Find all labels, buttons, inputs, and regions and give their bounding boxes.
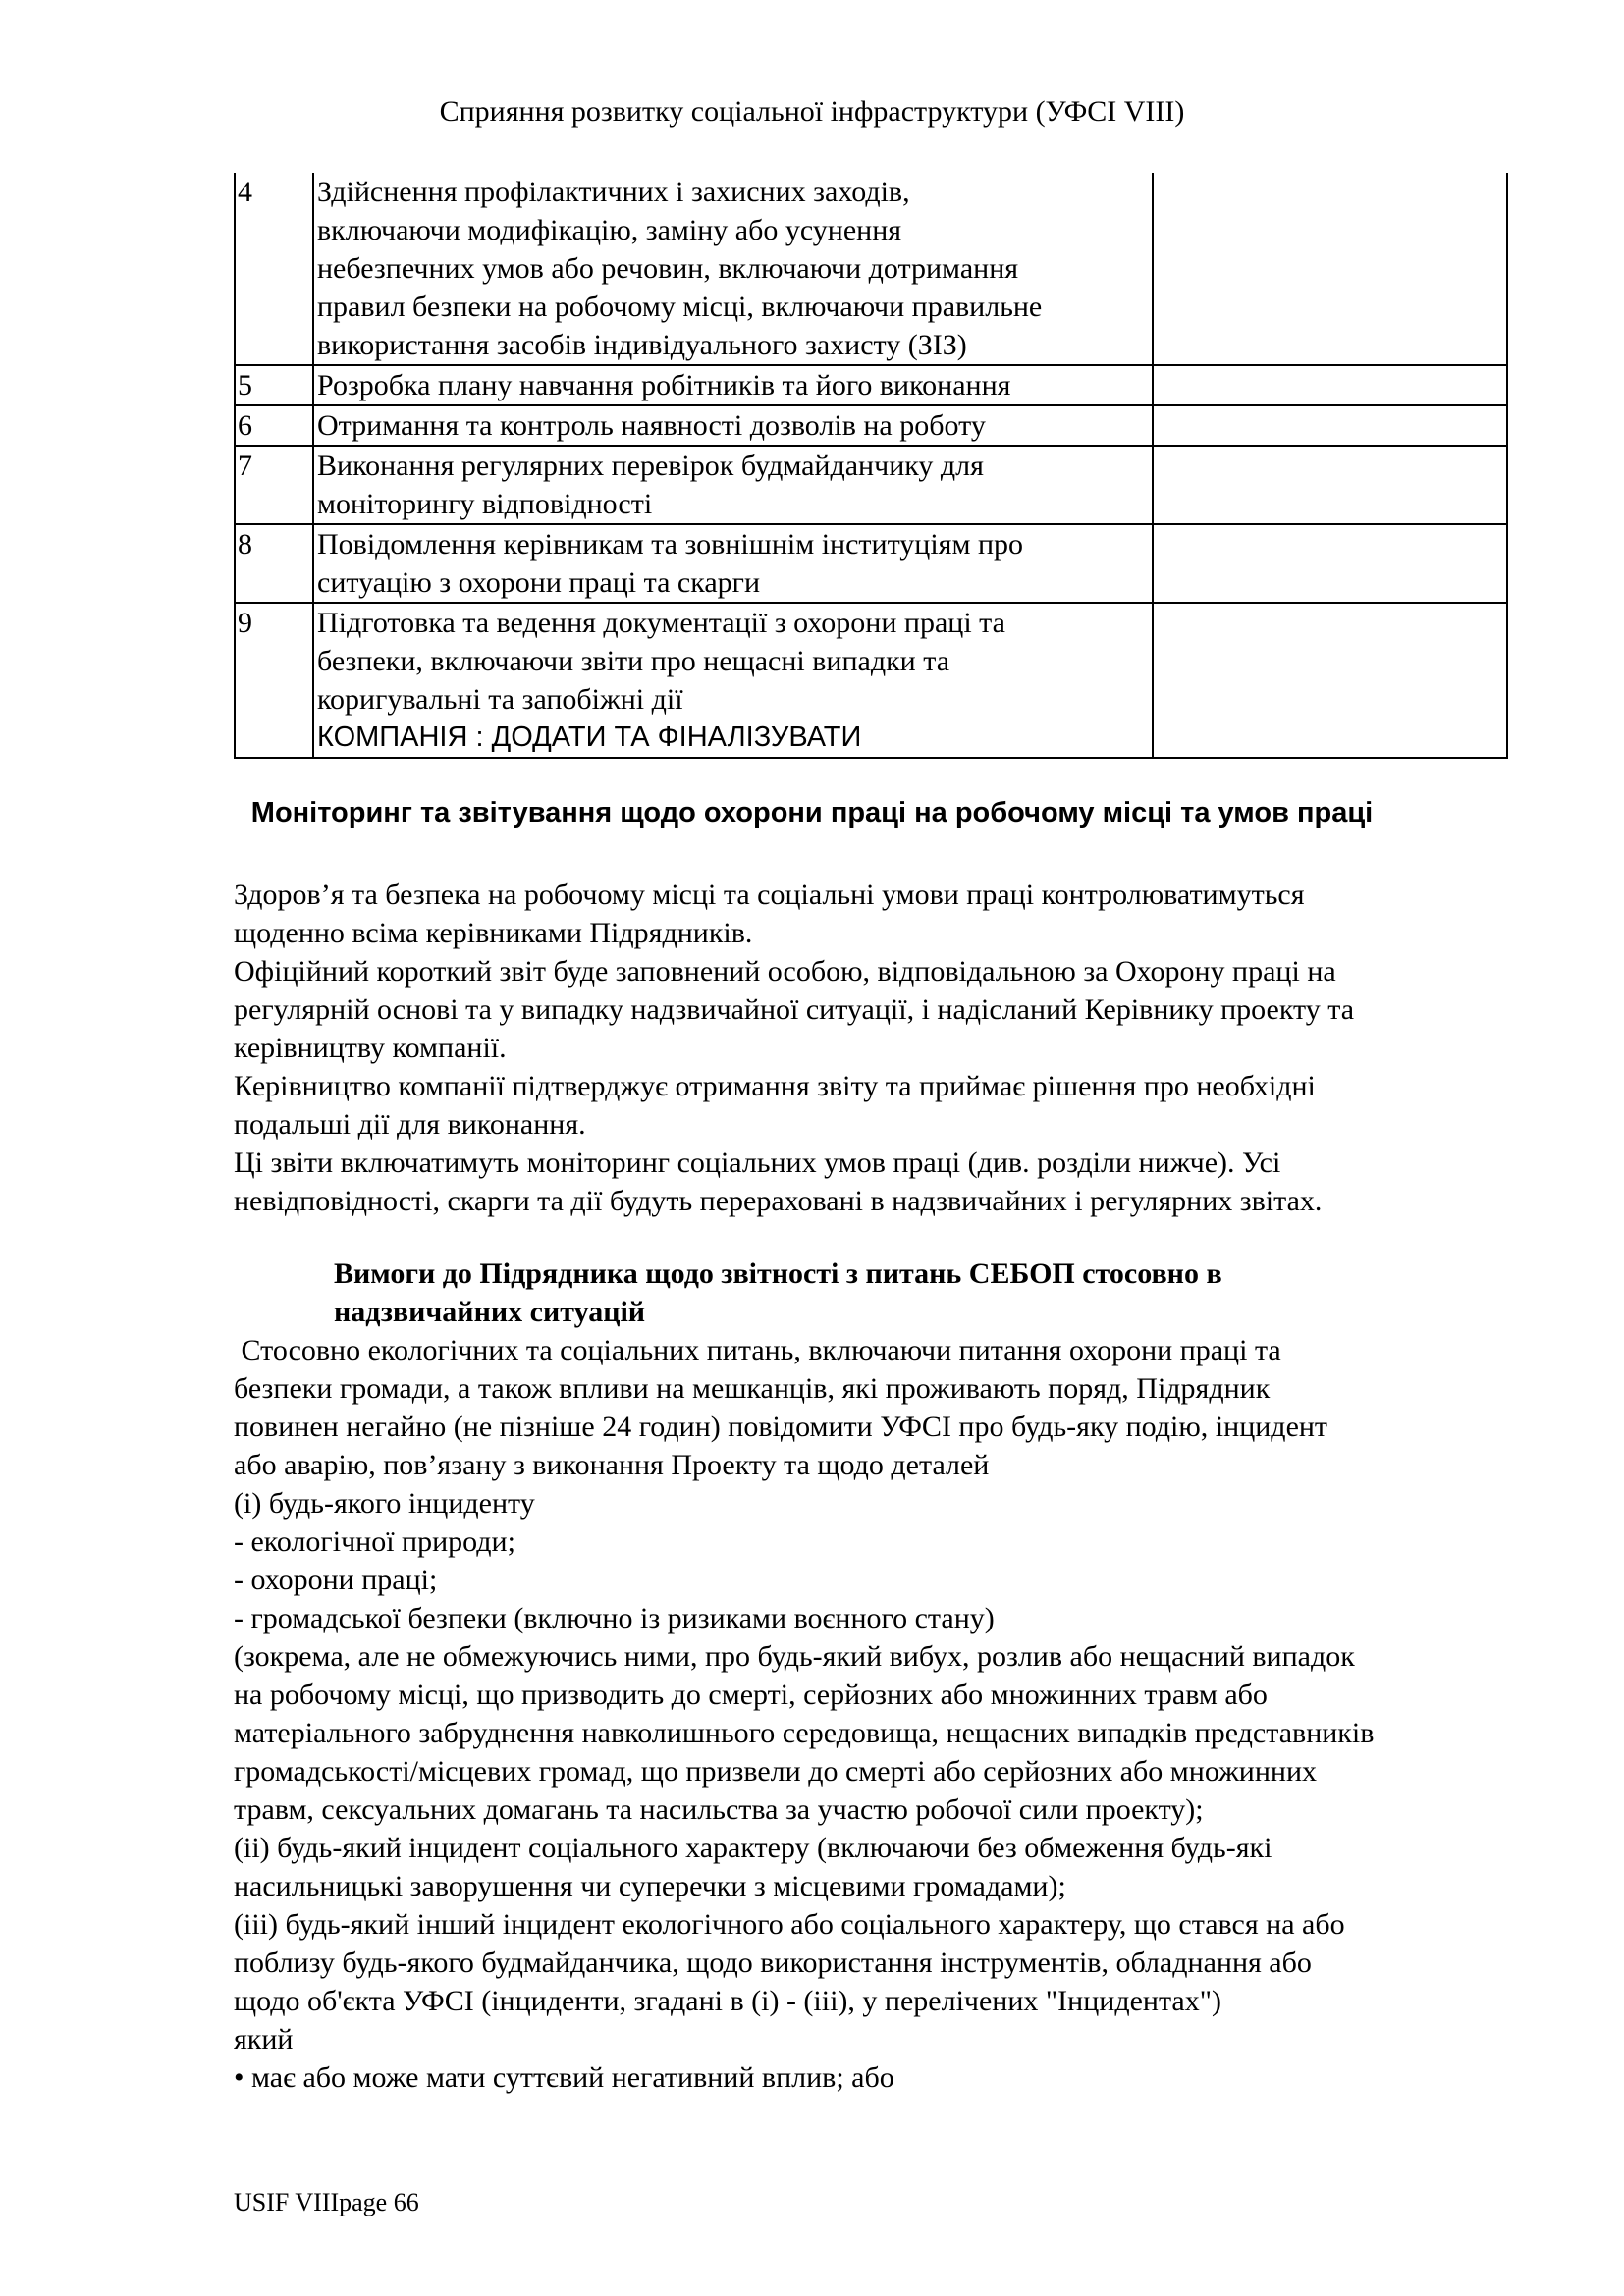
row-responsible [1153,524,1507,603]
text-line: який [234,2023,294,2056]
text-line: - громадської безпеки (включно із ризиками воєнного стану) [234,1602,995,1634]
text-line: громадськості/місцевих громад, що призвели до смерті або серйозних або множинних [234,1755,1318,1788]
page-footer: USIF VIIIpage 66 [234,2188,419,2216]
text-line: на робочому місці, що призводить до смерті, серйозних або множинних травм або [234,1679,1268,1711]
row-responsible [1153,446,1507,524]
text-line: (зокрема, але не обмежуючись ними, про будь-який вибух, розлив або нещасний випадок [234,1640,1355,1673]
text-line: регулярній основі та у випадку надзвичайної ситуації, і надісланий Керівнику проекту та [234,993,1355,1026]
text-line: поблизу будь-якого будмайданчика, щодо використання інструментів, обладнання або [234,1947,1312,1979]
row-task: Підготовка та ведення документації з охорони праці та безпеки, включаючи звіти про нещасні випадки та коригувальні та запобіжні дії КОМПАНІЯ : ДОДАТИ ТА ФІНАЛІЗУВАТИ [313,603,1153,758]
text-line: невідповідності, скарги та дії будуть перераховані в надзвичайних і регулярних звітах. [234,1185,1323,1217]
monitoring-paragraphs [234,876,1530,1220]
text-line: керівництву компанії. [234,1032,507,1064]
actions-table [234,173,1508,759]
text-line: (ііі) будь-який інший інцидент екологічного або соціального характеру, що стався на або [234,1908,1345,1941]
page-header: Сприяння розвитку соціальної інфраструктури (УФСІ VIII) [439,95,1185,128]
table-row [235,524,1507,603]
text-line: травм, сексуальних домагань та насильства за участю робочої сили проекту); [234,1793,1204,1826]
row-task: Отримання та контроль наявності дозволів на роботу [313,405,1153,446]
text-line: Здоров’я та безпека на робочому місці та соціальні умови праці контролюватимуться [234,879,1305,911]
row-responsible [1153,405,1507,446]
text-line: Офіційний короткий звіт буде заповнений особою, відповідальною за Охорону праці на [234,955,1336,988]
text-line: Стосовно екологічних та соціальних питань, включаючи питання охорони праці та [234,1334,1281,1366]
text-line: щоденно всіма керівниками Підрядників. [234,917,753,949]
text-line: (і) будь-якого інциденту [234,1487,535,1520]
row-number: 9 [235,603,313,758]
text-line: або аварію, пов’язану з виконання Проекту та щодо деталей [234,1449,990,1481]
row-number: 5 [235,365,313,405]
row-task: Здійснення профілактичних і захисних заходів, включаючи модифікацію, заміну або усунення небезпечних умов або речовин, включаючи дотримання правил безпеки на робочому місці, включаючи правильне використання засобів індивідуального захисту (ЗІЗ) [313,173,1153,365]
table-row [235,173,1507,365]
text-line: Керівництво компанії підтверджує отримання звіту та приймає рішення про необхідні [234,1070,1316,1102]
company-note: КОМПАНІЯ : ДОДАТИ ТА ФІНАЛІЗУВАТИ [317,721,862,753]
row-number: 7 [235,446,313,524]
row-responsible [1153,603,1507,758]
text-line: (іі) будь-який інцидент соціального характеру (включаючи без обмеження будь-які [234,1832,1272,1864]
requirements-heading: Вимоги до Підрядника щодо звітності з питань СЕБОП стосовно в надзвичайних ситуацій [334,1257,1222,1328]
text-line: безпеки громади, а також впливи на мешканців, які проживають поряд, Підрядник [234,1372,1271,1405]
text-line: - охорони праці; [234,1564,438,1596]
text-line: щодо об'єкта УФСІ (інциденти, згадані в (і) - (ііі), у перелічених "Інцидентах") [234,1985,1221,2017]
text-line: насильницькі заворушення чи суперечки з місцевими громадами); [234,1870,1066,1902]
row-task: Виконання регулярних перевірок будмайданчику для моніторингу відповідності [313,446,1153,524]
row-number: 8 [235,524,313,603]
row-responsible [1153,365,1507,405]
row-task: Розробка плану навчання робітників та його виконання [313,365,1153,405]
table-row [235,446,1507,524]
row-number: 6 [235,405,313,446]
text-line: Ці звіти включатимуть моніторинг соціальних умов праці (див. розділи нижче). Усі [234,1147,1281,1179]
row-task: Повідомлення керівникам та зовнішнім інституціям про ситуацію з охорони праці та скарги [313,524,1153,603]
table-row [235,603,1507,758]
table-row [235,405,1507,446]
text-line: матеріального забруднення навколишнього середовища, нещасних випадків представників [234,1717,1375,1749]
text-line: • має або може мати суттєвий негативний вплив; або [234,2061,894,2094]
text-line: подальші дії для виконання. [234,1108,586,1141]
row-number: 4 [235,173,313,365]
requirements-body [234,1331,1530,2097]
text-line: - екологічної природи; [234,1525,515,1558]
section-title: Моніторинг та звітування щодо охорони праці на робочому місці та умов праці [250,797,1374,828]
table-row [235,365,1507,405]
row-responsible [1153,173,1507,365]
text-line: повинен негайно (не пізніше 24 годин) повідомити УФСІ про будь-яку подію, інцидент [234,1411,1328,1443]
